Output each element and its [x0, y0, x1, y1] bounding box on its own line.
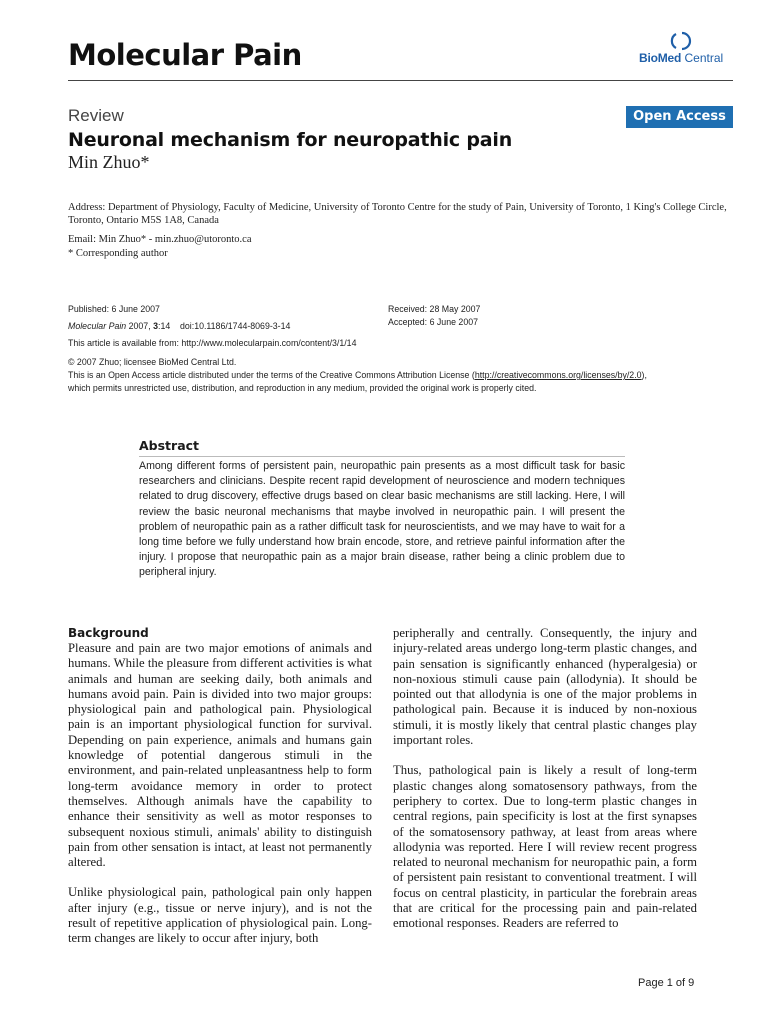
- body-column-right: [393, 626, 697, 947]
- citation-journal: Molecular Pain: [68, 321, 127, 331]
- license-close: ),: [641, 370, 647, 380]
- publisher-logo: [638, 31, 728, 71]
- logo-text: [639, 51, 723, 65]
- citation-doi: :14 doi:10.1186/1744-8069-3-14: [158, 321, 291, 331]
- license-line-2: which permits unrestricted use, distribution, and reproduction in any medium, provided the original work is properly cited.: [68, 383, 537, 393]
- open-access-badge: Open Access: [626, 106, 733, 128]
- header-rule: [68, 80, 733, 81]
- abstract-section: [139, 456, 625, 582]
- citation-year: 2007,: [126, 321, 154, 331]
- article-title: Neuronal mechanism for neuropathic pain: [68, 129, 513, 151]
- abstract-heading: Abstract: [139, 438, 200, 453]
- citation-volume: 3: [153, 321, 158, 331]
- corresponding-note: * Corresponding author: [68, 248, 168, 259]
- body-paragraph: peripherally and centrally. Consequently, the injury and injury-related areas undergo long-term plastic changes, and pain sensation is significantly enhanced (hyperalgesia) or non-noxious stimuli cause pain (allodynia). It should be pointed out that allodynia is one of the major problems in pathological pain. Because it is induced by non-noxious stimuli, it is mostly likely that central plastic changes play important roles.: [393, 626, 697, 748]
- page-number: Page 1 of 9: [638, 977, 695, 989]
- copyright-line: © 2007 Zhuo; licensee BioMed Central Ltd.: [68, 357, 237, 367]
- license-link[interactable]: http://creativecommons.org/licenses/by/2.0: [474, 370, 642, 380]
- section-heading-background: Background: [68, 626, 149, 640]
- author-name: Min Zhuo*: [68, 152, 150, 172]
- citation-line: [68, 320, 290, 333]
- received-date: Received: 28 May 2007: [388, 304, 481, 314]
- biomed-central-logo-icon: [667, 31, 693, 51]
- body-paragraph: Unlike physiological pain, pathological pain only happen after injury (e.g., tissue or nerve injury), and is not the result of repetitive application of physiological pain. Long-term changes are likely to occur after injury, both: [68, 885, 372, 946]
- abstract-text: Among different forms of persistent pain, neuropathic pain presents as a most difficult task for basic researchers and clinicians. Despite recent rapid development of neuroscience and modern techniques related to drug discovery, effective drugs based on clear basic mechanisms are still lacking. Here, I will review the basic neuronal mechanisms that maybe involved in neuropathic pain. I will present the problem of neuropathic pain as a rather difficult task for neuroscientists, and we may have to wait for a long time before we fully understand how brain encode, store, and retrieve painful information after the injury. I propose that neuropathic pain as a major brain disease, rather being a clinic problem due to peripheral injury.: [139, 460, 625, 579]
- license-text: This is an Open Access article distributed under the terms of the Creative Commons Attribution License (: [68, 370, 475, 380]
- journal-title: Molecular Pain: [68, 38, 302, 72]
- author-email[interactable]: Email: Min Zhuo* - min.zhuo@utoronto.ca: [68, 234, 252, 245]
- accepted-date: Accepted: 6 June 2007: [388, 317, 478, 327]
- license-line: [68, 369, 647, 382]
- body-paragraph: Pleasure and pain are two major emotions of animals and humans. While the pleasure from different activities is what animals and human are seeking daily, both animals and humans avoid pain. Pain is divided into two major groups: physiological pain and pathological pain. Physiological pain is an important physiological function for survival. Depending on pain experience, animals and humans gain knowledge of potential dangerous stimuli in the environment, and pain-related unpleasantness help to form long-term avoidance memory in order to protect themselves. Although animals have the capability to enhance their sensitivity as well as motor responses to subsequent noxious stimuli, animals' ability to distinguish pain from other sensation is intact, at least not permanently altered.: [68, 641, 372, 870]
- body-paragraph: Thus, pathological pain is likely a result of long-term plastic changes along somatosensory pathways, from the periphery to cortex. Due to long-term plastic changes in central regions, pain specificity is lost at the first synapses of the somatosensory pathway, at least from areas where allodynia was reported. Here I will review recent progress related to neuronal mechanism for neuropathic pain, a form of persistent pain resistant to conventional treatment. I will focus on central plasticity, in particular the forebrain areas that are critical for the processing pain and pain-related emotional responses. Readers are referred to: [393, 763, 697, 931]
- article-url[interactable]: This article is available from: http://www.molecularpain.com/content/3/1/14: [68, 338, 357, 348]
- author-address: Address: Department of Physiology, Faculty of Medicine, University of Toronto Centre for the study of Pain, University of Toronto, 1 King's College Circle, Toronto, Ontario M5S 1A8, Canada: [68, 202, 727, 226]
- article-type: Review: [68, 106, 124, 125]
- published-date: Published: 6 June 2007: [68, 304, 160, 314]
- body-column-left: [68, 641, 372, 962]
- logo-central: Central: [684, 51, 724, 65]
- logo-biomed: BioMed: [639, 51, 682, 65]
